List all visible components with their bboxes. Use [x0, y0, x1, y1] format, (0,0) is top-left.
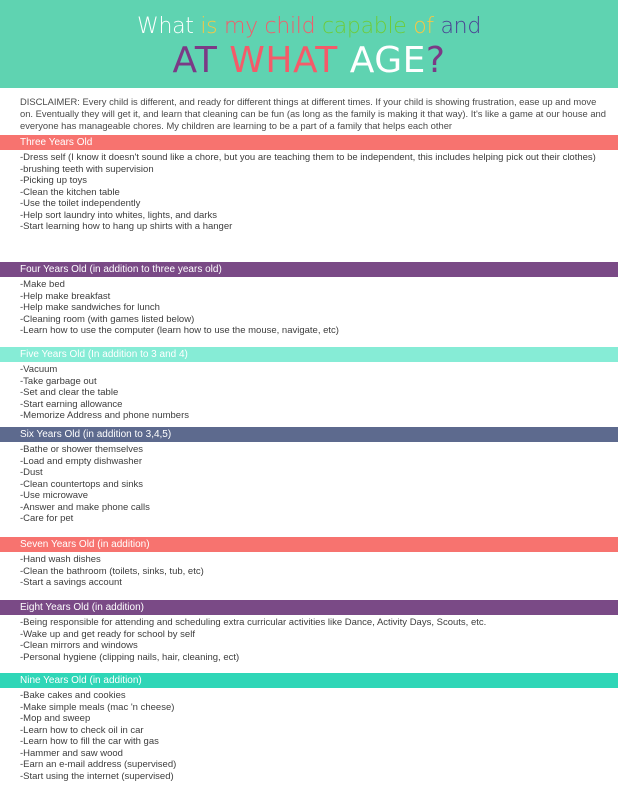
- chore-item: -Personal hygiene (clipping nails, hair, cleaning, ect): [20, 651, 240, 663]
- chore-item: -Bake cakes and cookies: [20, 690, 126, 701]
- chore-item: -Vacuum: [20, 364, 58, 375]
- chore-item: -Answer and make phone calls: [20, 501, 150, 513]
- title-banner: [0, 0, 618, 88]
- chore-item: -Start a savings account: [20, 577, 122, 588]
- section-title: Nine Years Old (in addition): [20, 675, 142, 686]
- chore-list: [20, 444, 612, 525]
- chore-item: -Use microwave: [20, 490, 89, 501]
- section-header: [0, 600, 618, 615]
- title-line-1: [0, 14, 618, 40]
- section-header: [0, 673, 618, 688]
- chore-item: -Hand wash dishes: [20, 554, 101, 565]
- chore-item: -Memorize Address and phone numbers: [20, 410, 189, 421]
- disclaimer-text: DISCLAIMER: Every child is different, and ready for different things at different times. If your child is showing frustration, ease up and move on. Eventually they will get it, and learn that cleaning can be fun (as long as the family is making it that way). It's like a game at our house and everyone has manageable chores. My children are learning to be a part of a family that helps each other: [20, 96, 606, 132]
- chore-item: -Clean the kitchen table: [20, 186, 120, 198]
- chore-item: -Take garbage out: [20, 375, 97, 387]
- chore-item: -Picking up toys: [20, 175, 88, 186]
- chore-item: -Dust: [20, 467, 43, 478]
- chore-item: -Mop and sweep: [20, 713, 91, 724]
- section-header: [0, 537, 618, 552]
- chore-item: -brushing teeth with supervision: [20, 163, 154, 175]
- chore-item: -Learn how to check oil in car: [20, 724, 144, 736]
- section-header: [0, 347, 618, 362]
- chore-list: [20, 690, 612, 782]
- chore-item: -Bathe or shower themselves: [20, 444, 144, 455]
- section-title: Five Years Old (In addition to 3 and 4): [20, 349, 188, 360]
- title-word: AGE: [349, 40, 426, 81]
- section-title: Eight Years Old (in addition): [20, 602, 144, 613]
- title-word: is: [200, 14, 224, 39]
- chore-list: [20, 279, 612, 337]
- chore-list: [20, 617, 612, 663]
- chore-item: -Use the toilet independently: [20, 198, 141, 209]
- chore-item: -Cleaning room (with games listed below): [20, 313, 195, 325]
- title-word: capable: [321, 14, 414, 39]
- chore-item: -Hammer and saw wood: [20, 747, 123, 759]
- chore-item: -Dress self (I know it doesn't sound like a chore, but you are teaching them to be independent, this includes helping pick out their clothes): [20, 152, 596, 163]
- chore-list: [20, 364, 612, 422]
- section-title: Seven Years Old (in addition): [20, 539, 150, 550]
- chore-item: -Clean countertops and sinks: [20, 478, 144, 490]
- chore-item: -Earn an e-mail address (supervised): [20, 759, 177, 770]
- chore-list: [20, 152, 612, 233]
- title-word: my: [223, 14, 265, 39]
- chore-list: [20, 554, 612, 589]
- chore-item: -Being responsible for attending and scheduling extra curricular activities like Dance, Activity Days, Scouts, etc.: [20, 617, 487, 628]
- section-title: Six Years Old (in addition to 3,4,5): [20, 429, 172, 440]
- chore-item: -Help make sandwiches for lunch: [20, 302, 160, 313]
- chore-item: -Wake up and get ready for school by self: [20, 628, 195, 640]
- chore-item: -Clean mirrors and windows: [20, 640, 138, 651]
- chore-item: -Help sort laundry into whites, lights, and darks: [20, 209, 217, 221]
- chore-item: -Clean the bathroom (toilets, sinks, tub, etc): [20, 565, 204, 577]
- section-title: Four Years Old (in addition to three years old): [20, 264, 222, 275]
- title-word: ?: [425, 40, 446, 81]
- title-line-2: [0, 41, 618, 81]
- chore-item: -Help make breakfast: [20, 290, 111, 302]
- title-word: What: [137, 14, 201, 39]
- title-word: and: [440, 14, 481, 39]
- chore-item: -Start earning allowance: [20, 398, 123, 410]
- chore-item: -Learn how to use the computer (learn how to use the mouse, navigate, etc): [20, 325, 339, 336]
- title-word: child: [264, 14, 322, 39]
- title-word: of: [413, 14, 441, 39]
- section-header: [0, 262, 618, 277]
- chore-item: -Start learning how to hang up shirts with a hanger: [20, 221, 233, 232]
- chore-item: -Make simple meals (mac 'n cheese): [20, 701, 175, 713]
- chore-item: -Make bed: [20, 279, 65, 290]
- chore-item: -Load and empty dishwasher: [20, 455, 142, 467]
- title-word: AT: [172, 40, 230, 81]
- chore-item: -Set and clear the table: [20, 387, 119, 398]
- title-word: WHAT: [229, 40, 350, 81]
- section-title: Three Years Old: [20, 137, 93, 148]
- chore-item: -Care for pet: [20, 513, 74, 524]
- section-header: [0, 135, 618, 150]
- section-header: [0, 427, 618, 442]
- chore-item: -Start using the internet (supervised): [20, 770, 174, 782]
- chore-item: -Learn how to fill the car with gas: [20, 736, 159, 747]
